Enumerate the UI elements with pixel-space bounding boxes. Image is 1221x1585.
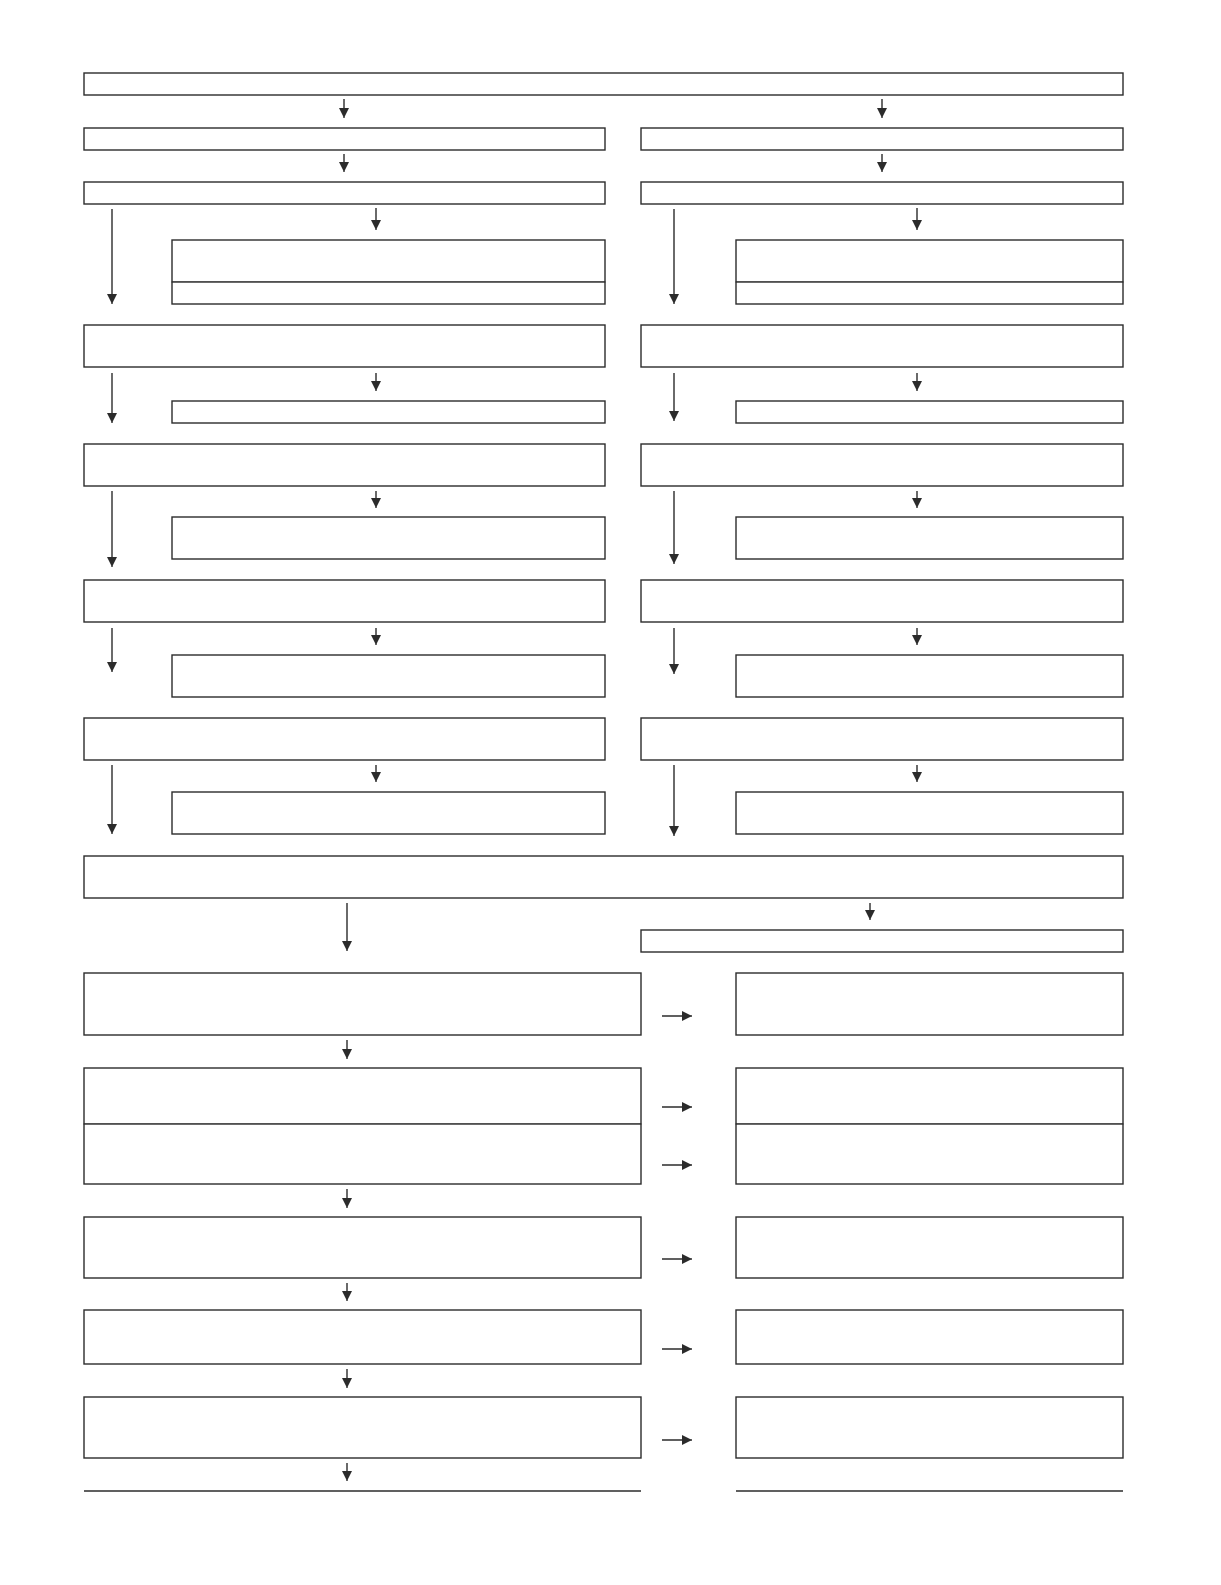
merge-box bbox=[84, 856, 1123, 898]
right-sub-box bbox=[736, 240, 1123, 282]
result-box bbox=[736, 1124, 1123, 1184]
right-decision-box bbox=[641, 444, 1123, 486]
left-sub-box bbox=[172, 240, 605, 282]
procedure-box bbox=[84, 973, 641, 1035]
right-decision-box bbox=[641, 718, 1123, 760]
right-sub-box bbox=[736, 517, 1123, 559]
right-sub-box bbox=[736, 401, 1123, 423]
left-step-box bbox=[84, 128, 605, 150]
right-decision-box bbox=[641, 580, 1123, 622]
right-step-box bbox=[641, 930, 1123, 952]
left-sub-box bbox=[172, 401, 605, 423]
right-step-box bbox=[641, 182, 1123, 204]
right-decision-box bbox=[641, 325, 1123, 367]
left-decision-box bbox=[84, 718, 605, 760]
procedure-box bbox=[84, 1124, 641, 1184]
result-box bbox=[736, 1068, 1123, 1124]
result-box bbox=[736, 1397, 1123, 1458]
right-sub-box bbox=[736, 655, 1123, 697]
left-sub-box bbox=[172, 792, 605, 834]
left-decision-box bbox=[84, 325, 605, 367]
procedure-box bbox=[84, 1217, 641, 1278]
procedure-box bbox=[84, 1310, 641, 1364]
result-box bbox=[736, 1217, 1123, 1278]
right-sub-box bbox=[736, 792, 1123, 834]
left-decision-box bbox=[84, 580, 605, 622]
result-box bbox=[736, 1310, 1123, 1364]
procedure-box bbox=[84, 1397, 641, 1458]
right-step-box bbox=[641, 128, 1123, 150]
procedure-box bbox=[84, 1068, 641, 1124]
left-decision-box bbox=[84, 444, 605, 486]
left-sub-box bbox=[172, 655, 605, 697]
left-sub-box bbox=[172, 282, 605, 304]
left-sub-box bbox=[172, 517, 605, 559]
right-sub-box bbox=[736, 282, 1123, 304]
result-box bbox=[736, 973, 1123, 1035]
left-step-box bbox=[84, 182, 605, 204]
header-box bbox=[84, 73, 1123, 95]
